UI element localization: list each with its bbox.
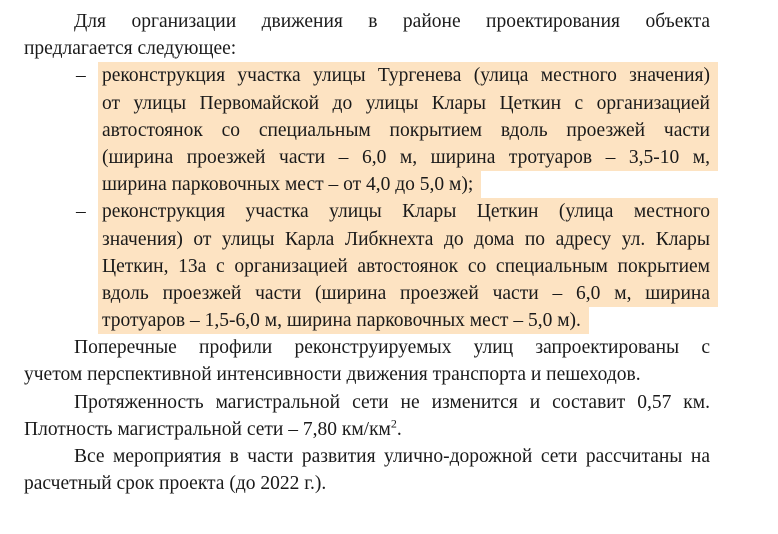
intro-paragraph [24, 8, 710, 62]
list-item-line [24, 280, 710, 307]
paragraph-line: учетом перспективной интенсивности движения транспорта и пешеходов. [24, 364, 641, 386]
paragraph-line: Все мероприятия в части развития улично-дорожной сети рассчитаны на [74, 446, 710, 467]
highlighted-text: (ширина проезжей части – 6,0 м, ширина тротуаров – 3,5-10 м, [98, 144, 718, 171]
timeline-paragraph [24, 443, 710, 497]
list-item-line [24, 144, 710, 171]
list-item [24, 198, 710, 334]
highlighted-text: реконструкция участка улицы Клары Цеткин (улица местного [98, 198, 718, 225]
highlighted-text: автостоянок со специальным покрытием вдоль проезжей части [98, 117, 718, 144]
dash-bullet: – [76, 201, 86, 223]
list-item-line [24, 226, 710, 253]
list-item-line [24, 198, 710, 225]
paragraph-line [24, 416, 710, 443]
highlighted-text: значения) от улицы Карла Либкнехта до дома по адресу ул. Клары [98, 226, 718, 253]
highlighted-text: от улицы Первомайской до улицы Клары Цеткин с организацией [98, 90, 718, 117]
network-paragraph [24, 389, 710, 443]
profiles-paragraph [24, 334, 710, 388]
paragraph-line: Протяженность магистральной сети не изменится и составит 0,57 км. [74, 391, 710, 413]
list-item [24, 62, 710, 198]
list-item-line [24, 307, 710, 334]
list-item-line [24, 90, 710, 117]
dash-bullet: – [76, 65, 86, 87]
document-body [24, 8, 710, 497]
highlighted-text: реконструкция участка улицы Тургенева (улица местного значения) [98, 62, 718, 89]
highlighted-text: ширина парковочных мест – от 4,0 до 5,0 м); [98, 171, 481, 198]
density-text: Плотность магистральной сети – 7,80 км/км [24, 418, 391, 440]
paragraph-line: Для организации движения в районе проектирования объекта [74, 11, 710, 32]
measures-list [24, 62, 710, 334]
superscript: 2 [390, 416, 397, 431]
period: . [396, 418, 402, 440]
paragraph-line: расчетный срок проекта (до 2022 г.). [24, 473, 327, 495]
paragraph-line: предлагается следующее: [24, 38, 237, 60]
paragraph-line: Поперечные профили реконструируемых улиц запроектированы с [74, 337, 710, 359]
list-item-line [24, 171, 710, 198]
highlighted-text: Цеткин, 13а с организацией автостоянок со специальным покрытием [98, 253, 718, 280]
list-item-line [24, 117, 710, 144]
list-item-line [24, 62, 710, 89]
list-item-line [24, 253, 710, 280]
highlighted-text: вдоль проезжей части (ширина проезжей части – 6,0 м, ширина [98, 280, 718, 307]
highlighted-text: тротуаров – 1,5-6,0 м, ширина парковочных мест – 5,0 м). [98, 307, 589, 334]
